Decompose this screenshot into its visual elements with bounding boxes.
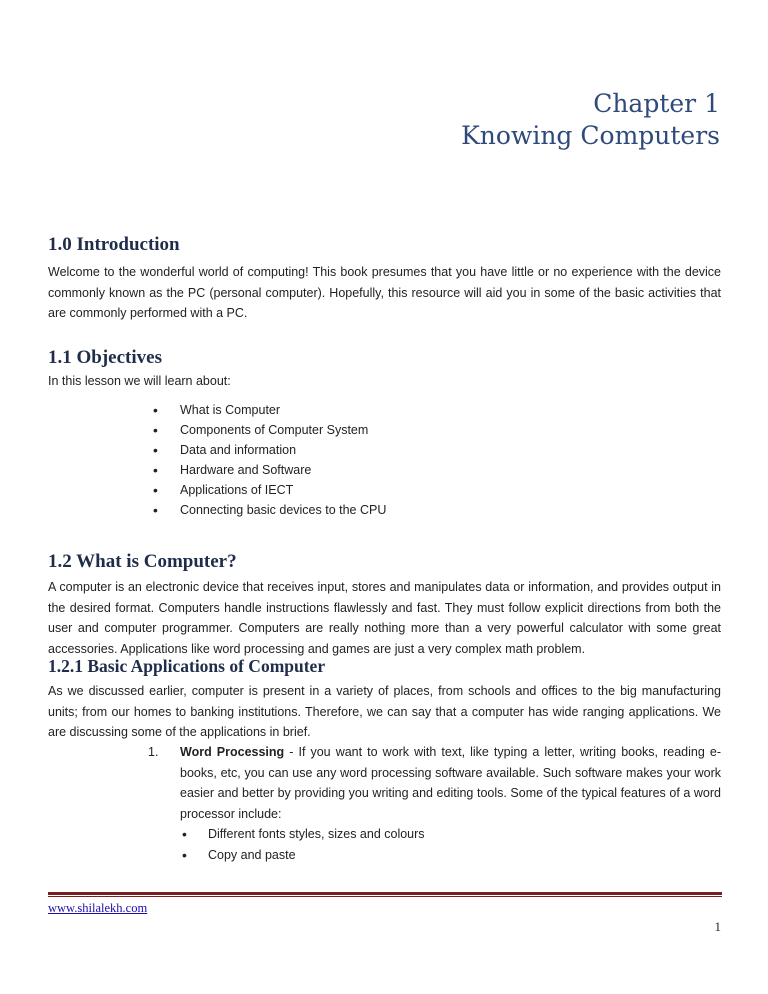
what-is-paragraph: A computer is an electronic device that receives input, stores and manipulates data or information, and provides output in the desired format. Computers handle instructions flawlessly and fast. They must follow explicit directions from both the user and computer programmer. Computers are really nothing more than a very powerful calculator with some great accessories. Applications like word processing and games are just a very complex math problem. (48, 580, 721, 656)
features-list (182, 824, 425, 865)
chapter-name: Knowing Computers (461, 121, 720, 150)
page-number: 1 (714, 919, 721, 934)
footer-rule-thin (48, 896, 722, 897)
list-item: • Copy and paste (182, 845, 425, 866)
list-item: • Connecting basic devices to the CPU (152, 500, 386, 520)
objectives-heading: 1.1 Objectives (48, 347, 162, 368)
list-item: • Components of Computer System (152, 420, 386, 440)
list-item: • Data and information (152, 440, 386, 460)
list-item: • Hardware and Software (152, 460, 386, 480)
list-item: • Applications of IECT (152, 480, 386, 500)
what-is-heading: 1.2 What is Computer? (48, 551, 237, 572)
intro-paragraph: Welcome to the wonderful world of computing! This book presumes that you have little or no experience with the device commonly known as the PC (personal computer). Hopefully, this resource will aid you in some of the basic activities that are commonly performed with a PC. (48, 265, 721, 320)
intro-heading: 1.0 Introduction (48, 234, 180, 255)
footer-link[interactable]: www.shilalekh.com (48, 901, 148, 915)
item-text: - If you want to work with text, like typing a letter, writing books, reading e-books, etc, you can use any word processing software available. Such software makes your work easier and better by providing you writing and editing tools. Some of the typical features of a word processor include: (180, 745, 721, 821)
list-item: • Different fonts styles, sizes and colours (182, 824, 425, 845)
objectives-lead: In this lesson we will learn about: (48, 374, 231, 388)
basic-apps-heading: 1.2.1 Basic Applications of Computer (48, 656, 326, 676)
chapter-number: Chapter 1 (593, 89, 720, 118)
numbered-item-word-processing (148, 742, 721, 824)
footer-rule-thick (48, 892, 722, 895)
item-title: Word Processing (180, 745, 285, 759)
item-number: 1. (148, 745, 159, 759)
objectives-list (152, 400, 386, 520)
list-item: • What is Computer (152, 400, 386, 420)
chapter-title (461, 88, 720, 152)
basic-apps-paragraph: As we discussed earlier, computer is present in a variety of places, from schools and offices to the big manufacturing units; from our homes to banking institutions. Therefore, we can say that a computer has wide ranging applications. We are discussing some of the applications in brief. (48, 684, 721, 739)
